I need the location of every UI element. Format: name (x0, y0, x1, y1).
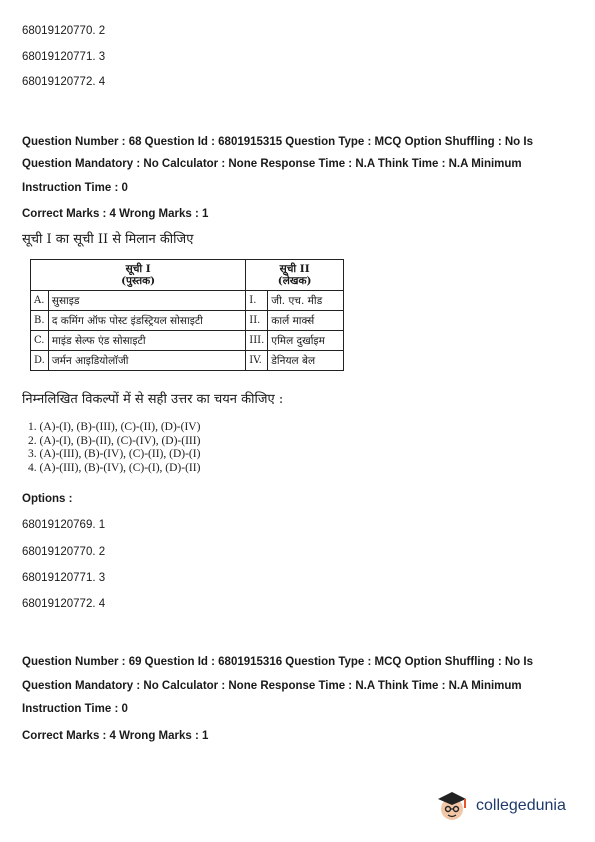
list-2-title: सूची II (279, 263, 310, 275)
question-header-line: Instruction Time : 0 (22, 703, 128, 715)
table-row (31, 331, 344, 351)
question-header-line: Instruction Time : 0 (22, 182, 128, 194)
list-1-title: सूची I (125, 263, 151, 275)
author-cell: कार्ल मार्क्स (268, 311, 344, 331)
row-numeral: II. (246, 311, 268, 331)
question-header-line: Question Number : 68 Question Id : 6801915315 Question Type : MCQ Option Shuffling : No Is (22, 136, 533, 148)
option-line: 68019120772. 4 (22, 598, 106, 610)
option-line: 68019120772. 4 (22, 76, 106, 88)
row-letter: D. (31, 351, 49, 371)
option-line: 68019120771. 3 (22, 572, 106, 584)
row-letter: B. (31, 311, 49, 331)
book-cell: द कमिंग ऑफ पोस्ट इंडस्ट्रियल सोसाइटी (48, 311, 245, 331)
question-header-line: Question Mandatory : No Calculator : None Response Time : N.A Think Time : N.A Minimum (22, 158, 522, 170)
table-row (31, 351, 344, 371)
row-numeral: I. (246, 291, 268, 311)
table-header-row (31, 260, 344, 291)
row-letter: A. (31, 291, 49, 311)
marks-line: Correct Marks : 4 Wrong Marks : 1 (22, 730, 209, 742)
question-header-line: Question Number : 69 Question Id : 6801915316 Question Type : MCQ Option Shuffling : No Is (22, 656, 533, 668)
choice-list (28, 421, 200, 475)
marks-line: Correct Marks : 4 Wrong Marks : 1 (22, 208, 209, 220)
question-prompt: सूची I का सूची II से मिलान कीजिए (22, 232, 194, 247)
collegedunia-logo (432, 786, 572, 826)
answer-instruction: निम्नलिखित विकल्पों में से सही उत्तर का चयन कीजिए : (22, 392, 284, 407)
options-label: Options : (22, 493, 73, 505)
list-1-subtitle: (पुस्तक) (121, 275, 156, 287)
choice-item: 1. (A)-(I), (B)-(III), (C)-(II), (D)-(IV) (28, 421, 201, 433)
option-line: 68019120770. 2 (22, 546, 106, 558)
row-numeral: III. (246, 331, 268, 351)
book-cell: माइंड सेल्फ एंड सोसाइटी (48, 331, 245, 351)
option-line: 68019120770. 2 (22, 25, 106, 37)
option-line: 68019120769. 1 (22, 519, 106, 531)
option-line: 68019120771. 3 (22, 51, 106, 63)
choice-item: 4. (A)-(III), (B)-(IV), (C)-(I), (D)-(II) (28, 461, 201, 474)
book-cell: जर्मन आइडियोलॉजी (48, 351, 245, 371)
book-cell: सुसाइड (48, 291, 245, 311)
choice-item: 2. (A)-(I), (B)-(II), (C)-(IV), (D)-(III) (28, 434, 201, 447)
row-letter: C. (31, 331, 49, 351)
author-cell: डेनियल बेल (268, 351, 344, 371)
logo-text: collegedunia (476, 797, 566, 814)
graduate-mascot-icon (432, 786, 472, 826)
choice-item: 3. (A)-(III), (B)-(IV), (C)-(II), (D)-(I) (28, 448, 201, 460)
author-cell: जी. एच. मीड (268, 291, 344, 311)
match-table (30, 259, 344, 371)
list-2-header (246, 260, 344, 291)
list-2-subtitle: (लेखक) (277, 275, 312, 287)
table-row (31, 291, 344, 311)
list-1-header (31, 260, 246, 291)
table-row (31, 311, 344, 331)
row-numeral: IV. (246, 351, 268, 371)
question-header-line: Question Mandatory : No Calculator : None Response Time : N.A Think Time : N.A Minimum (22, 680, 522, 692)
author-cell: एमिल दुर्खाइम (268, 331, 344, 351)
